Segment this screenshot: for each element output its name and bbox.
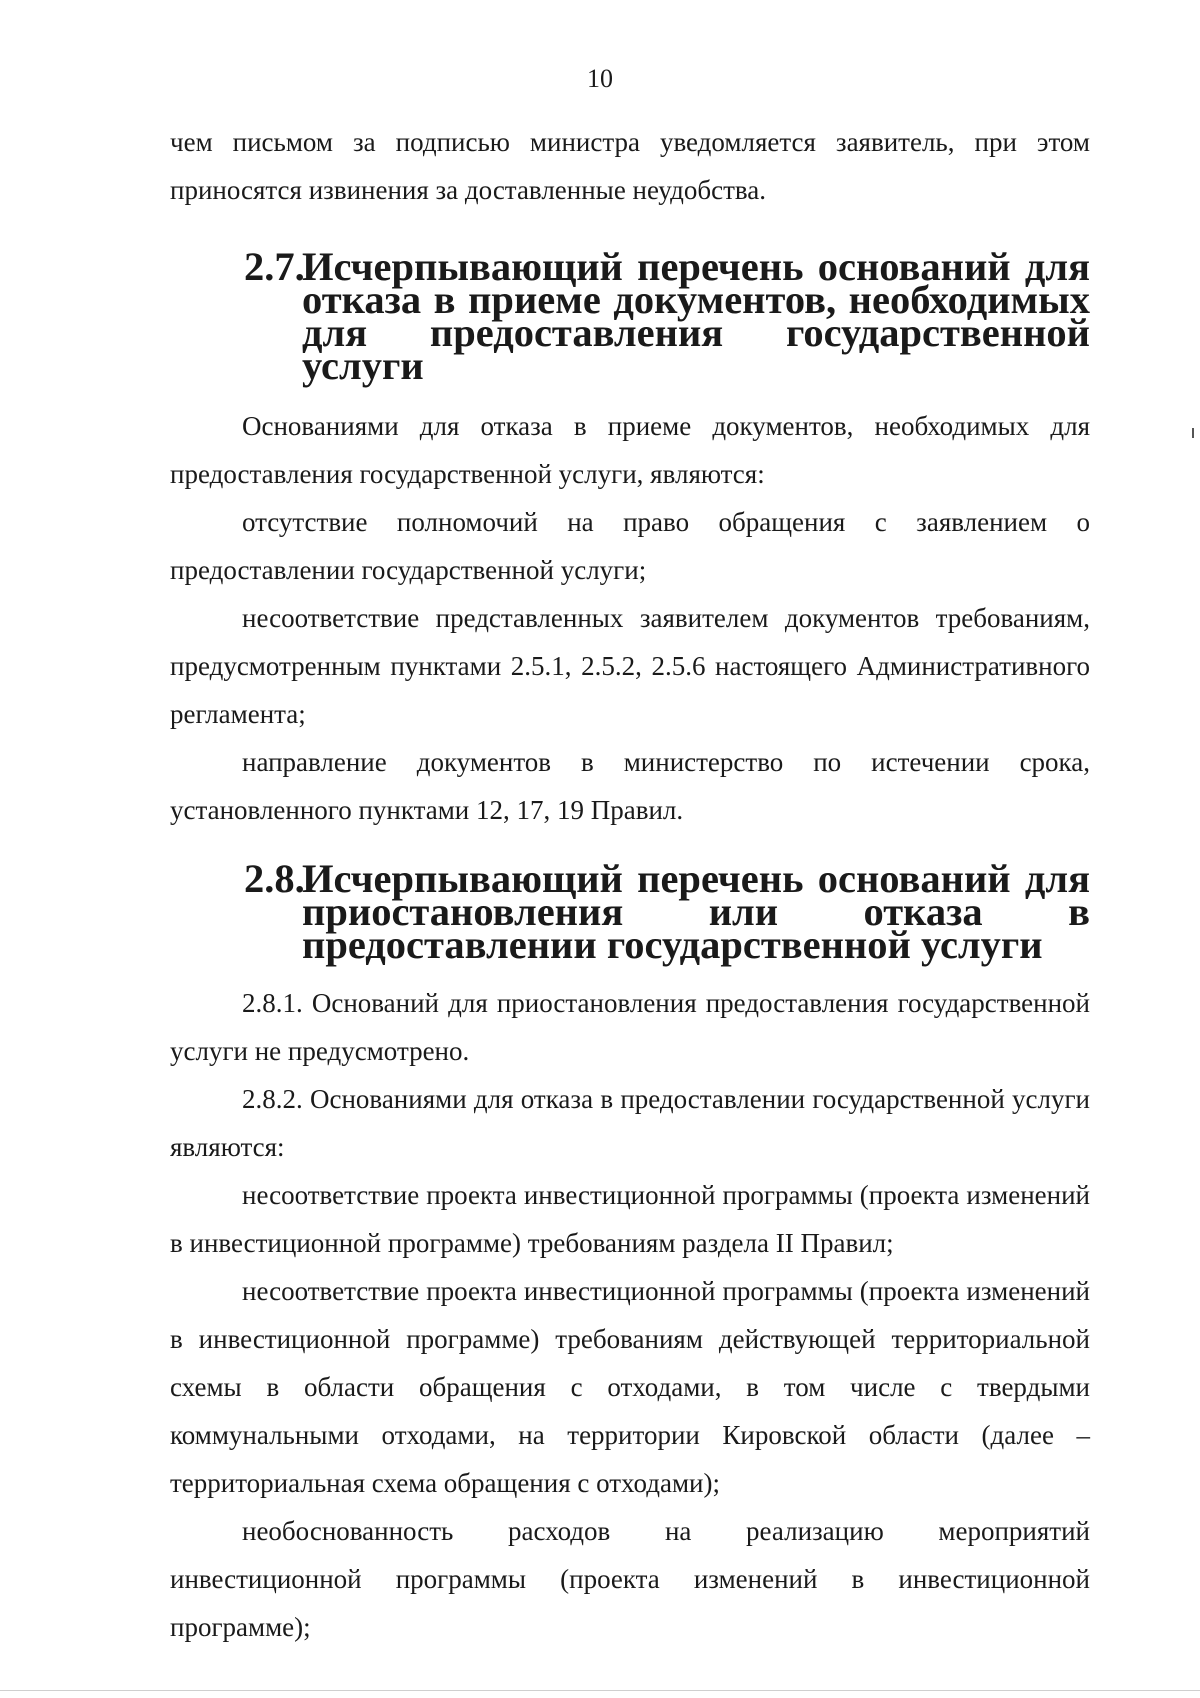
- section-title: Исчерпывающий перечень оснований для отказа в приеме документов, необходимых для предоставления государственной услуги: [302, 244, 1090, 388]
- document-body: [170, 118, 1090, 1651]
- paragraph-refusal-3: необоснованность расходов на реализацию мероприятий инвестиционной программы (проекта изменений в инвестиционной программе);: [170, 1516, 1090, 1642]
- section-heading-2-7: [170, 244, 1090, 388]
- scan-mark: [1192, 428, 1194, 438]
- section-number: 2.7.: [244, 244, 305, 289]
- scan-edge-line: [0, 1690, 1200, 1691]
- paragraph-ground-3: направление документов в министерство по истечении срока, установленного пунктами 12, 17, 19 Правил.: [170, 747, 1090, 825]
- paragraph-2-8-1: 2.8.1. Оснований для приостановления предоставления государственной услуги не предусмотрено.: [170, 988, 1090, 1066]
- paragraph-ground-1: отсутствие полномочий на право обращения с заявлением о предоставлении государственной услуги;: [170, 507, 1090, 585]
- section-number: 2.8.: [244, 856, 305, 901]
- paragraph-refusal-1: несоответствие проекта инвестиционной программы (проекта изменений в инвестиционной программе) требованиям раздела II Правил;: [170, 1180, 1090, 1258]
- page-number: 10: [587, 64, 613, 93]
- paragraph-refusal-2: несоответствие проекта инвестиционной программы (проекта изменений в инвестиционной программе) требованиям действующей территориальной схемы в области обращения с отходами, в том числе с твердыми коммунальными отходами, на территории Кировской области (далее – территориальная схема обращения с отходами);: [170, 1276, 1090, 1498]
- paragraph-grounds-intro: Основаниями для отказа в приеме документов, необходимых для предоставления государственной услуги, являются:: [170, 411, 1090, 489]
- paragraph-2-8-2: 2.8.2. Основаниями для отказа в предоставлении государственной услуги являются:: [170, 1084, 1090, 1162]
- paragraph-continuation: чем письмом за подписью министра уведомляется заявитель, при этом приносятся извинения за доставленные неудобства.: [170, 127, 1090, 205]
- section-heading-2-8: [170, 856, 1090, 967]
- section-title: Исчерпывающий перечень оснований для приостановления или отказа в предоставлении государственной услуги: [302, 856, 1090, 967]
- paragraph-ground-2: несоответствие представленных заявителем документов требованиям, предусмотренным пунктами 2.5.1, 2.5.2, 2.5.6 настоящего Административного регламента;: [170, 603, 1090, 729]
